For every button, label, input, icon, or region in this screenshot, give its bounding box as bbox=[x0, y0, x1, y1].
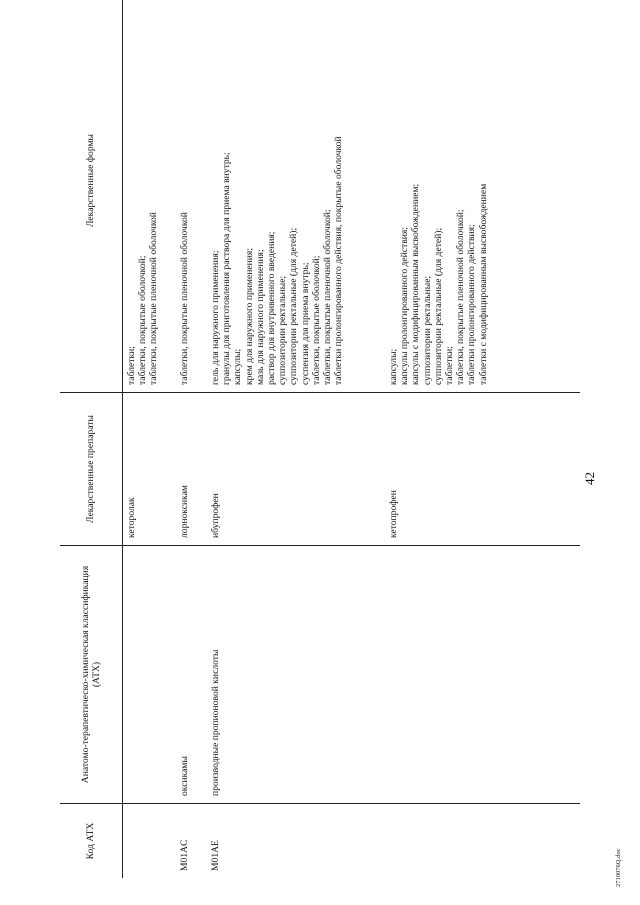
cell-forms bbox=[123, 0, 180, 393]
page-number: 42 bbox=[582, 472, 597, 485]
dosage-form: капсулы; bbox=[232, 348, 244, 385]
cell-classification: оксикамы bbox=[179, 546, 210, 804]
cell-code bbox=[123, 804, 180, 879]
dosage-form: капсулы пролонгированного действия; bbox=[399, 227, 411, 385]
cell-classification: производные пропионовой кислоты bbox=[210, 546, 388, 804]
dosage-form: суспензия для приема внутрь; bbox=[299, 262, 311, 385]
dosage-form: суппозитории ректальные; bbox=[277, 275, 289, 385]
table-row bbox=[388, 0, 580, 878]
atx-table bbox=[60, 0, 580, 878]
dosage-form: раствор для внутривенного введения; bbox=[266, 231, 278, 385]
dosage-form: гранулы для приготовления раствора для приема внутрь; bbox=[221, 152, 233, 385]
dosage-form: капсулы; bbox=[388, 348, 399, 385]
dosage-form: таблетки; bbox=[444, 346, 456, 385]
document-code: 2710076Q.doc bbox=[615, 848, 622, 887]
cell-classification bbox=[388, 546, 580, 804]
header-drugs: Лекарственные препараты bbox=[60, 393, 123, 546]
cell-code: M01AC bbox=[179, 839, 190, 871]
table-row bbox=[210, 0, 388, 878]
dosage-form: мазь для наружного применения; bbox=[254, 249, 266, 385]
header-forms: Лекарственные формы bbox=[60, 0, 123, 393]
dosage-form: крем для наружного применения; bbox=[243, 248, 255, 385]
dosage-form: таблетки, покрытые пленочной оболочкой; bbox=[322, 209, 334, 385]
cell-classification bbox=[123, 546, 180, 804]
dosage-form: таблетки, покрытые пленочной оболочкой bbox=[148, 212, 160, 385]
dosage-form: суппозитории ректальные (для детей); bbox=[288, 227, 300, 385]
cell-forms bbox=[179, 0, 210, 393]
header-classification: Анатомо-терапевтическо-химическая классификация (АТХ) bbox=[60, 546, 123, 804]
cell-drug: лорноксикам bbox=[179, 393, 210, 546]
dosage-form: капсулы с модифицированным высвобождением; bbox=[410, 183, 422, 385]
dosage-form: таблетки пролонгированного действия; bbox=[466, 224, 478, 385]
header-code: Код АТХ bbox=[60, 804, 123, 879]
dosage-form: таблетки, покрытые пленочной оболочкой bbox=[179, 212, 190, 385]
cell-forms bbox=[388, 0, 580, 393]
dosage-form: таблетки, покрытые оболочкой; bbox=[310, 255, 322, 385]
dosage-form: суппозитории ректальные; bbox=[421, 275, 433, 385]
dosage-form: таблетки, покрытые оболочкой; bbox=[137, 255, 149, 385]
table-row bbox=[179, 0, 210, 878]
dosage-form: гель для наружного применения; bbox=[210, 250, 221, 385]
cell-code: M01AE bbox=[210, 840, 221, 871]
dosage-form: таблетки с модифицированным высвобождением bbox=[477, 183, 489, 385]
table-row bbox=[123, 0, 180, 878]
dosage-form: таблетки; bbox=[126, 346, 137, 385]
cell-drug: ибупрофен bbox=[210, 393, 388, 546]
cell-drug: кетопрофен bbox=[388, 393, 580, 546]
dosage-form: таблетки пролонгированного действия, покрытые оболочкой bbox=[333, 136, 345, 385]
dosage-form: суппозитории ректальные (для детей); bbox=[432, 227, 444, 385]
cell-drug: кеторолак bbox=[123, 393, 180, 546]
cell-forms bbox=[210, 0, 388, 393]
cell-code bbox=[388, 804, 580, 879]
dosage-form: таблетки, покрытые пленочной оболочкой; bbox=[455, 209, 467, 385]
table-header-row bbox=[60, 0, 123, 878]
